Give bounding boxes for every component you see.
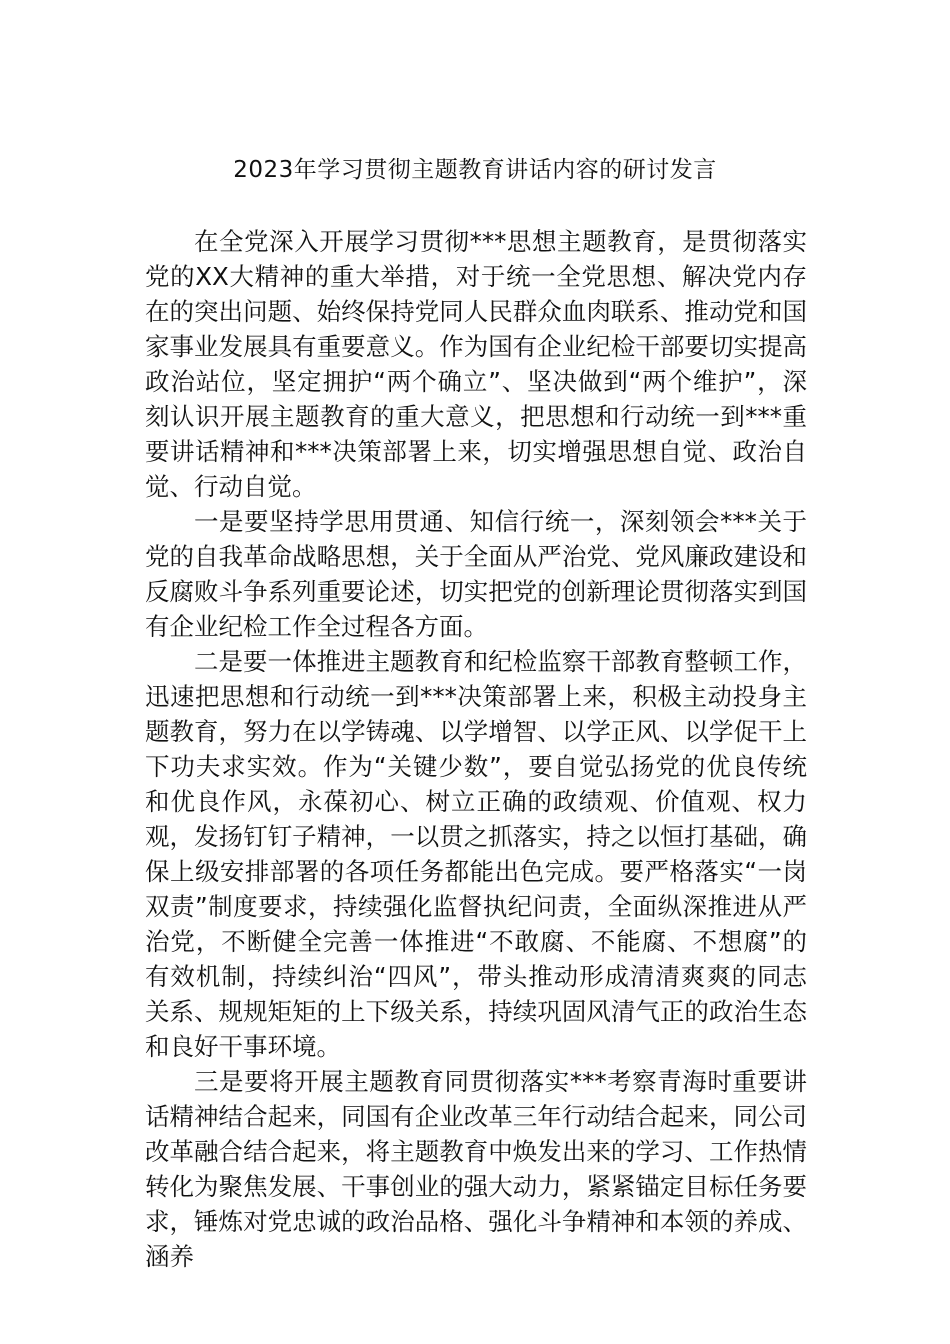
paragraph-point-one: 一是要坚持学思用贯通、知信行统一，深刻领会***关于党的自我革命战略思想，关于全面从严治党、党风廉政建设和反腐败斗争系列重要论述，切实把党的创新理论贯彻落实到国有企业纪检工作全过程各方面。	[145, 507, 807, 641]
document-title: 2023年学习贯彻主题教育讲话内容的研讨发言	[233, 157, 717, 183]
paragraph-point-three: 三是要将开展主题教育同贯彻落实***考察青海时重要讲话精神结合起来，同国有企业改革三年行动结合起来，同公司改革融合结合起来，将主题教育中焕发出来的学习、工作热情转化为聚焦发展、干事创业的强大动力，紧紧锚定目标任务要求，锤炼对党忠诚的政治品格、强化斗争精神和本领的养成、涵养	[145, 1067, 807, 1271]
document-body	[145, 224, 807, 1274]
paragraph-intro: 在全党深入开展学习贯彻***思想主题教育，是贯彻落实党的XX大精神的重大举措，对于统一全党思想、解决党内存在的突出问题、始终保持党同人民群众血肉联系、推动党和国家事业发展具有重要意义。作为国有企业纪检干部要切实提高政治站位，坚定拥护“两个确立”、坚决做到“两个维护”，深刻认识开展主题教育的重大意义，把思想和行动统一到***重要讲话精神和***决策部署上来，切实增强思想自觉、政治自觉、行动自觉。	[145, 227, 807, 501]
paragraph-point-two: 二是要一体推进主题教育和纪检监察干部教育整顿工作，迅速把思想和行动统一到***决策部署上来，积极主动投身主题教育，努力在以学铸魂、以学增智、以学正风、以学促干上下功夫求实效。作为“关键少数”，要自觉弘扬党的优良传统和优良作风，永葆初心、树立正确的政绩观、价值观、权力观，发扬钉钉子精神，一以贯之抓落实，持之以恒打基础，确保上级安排部署的各项任务都能出色完成。要严格落实“一岗双责”制度要求，持续强化监督执纪问责，全面纵深推进从严治党，不断健全完善一体推进“不敢腐、不能腐、不想腐”的有效机制，持续纠治“四风”，带头推动形成清清爽爽的同志关系、规规矩矩的上下级关系，持续巩固风清气正的政治生态和良好干事环境。	[145, 647, 807, 1061]
